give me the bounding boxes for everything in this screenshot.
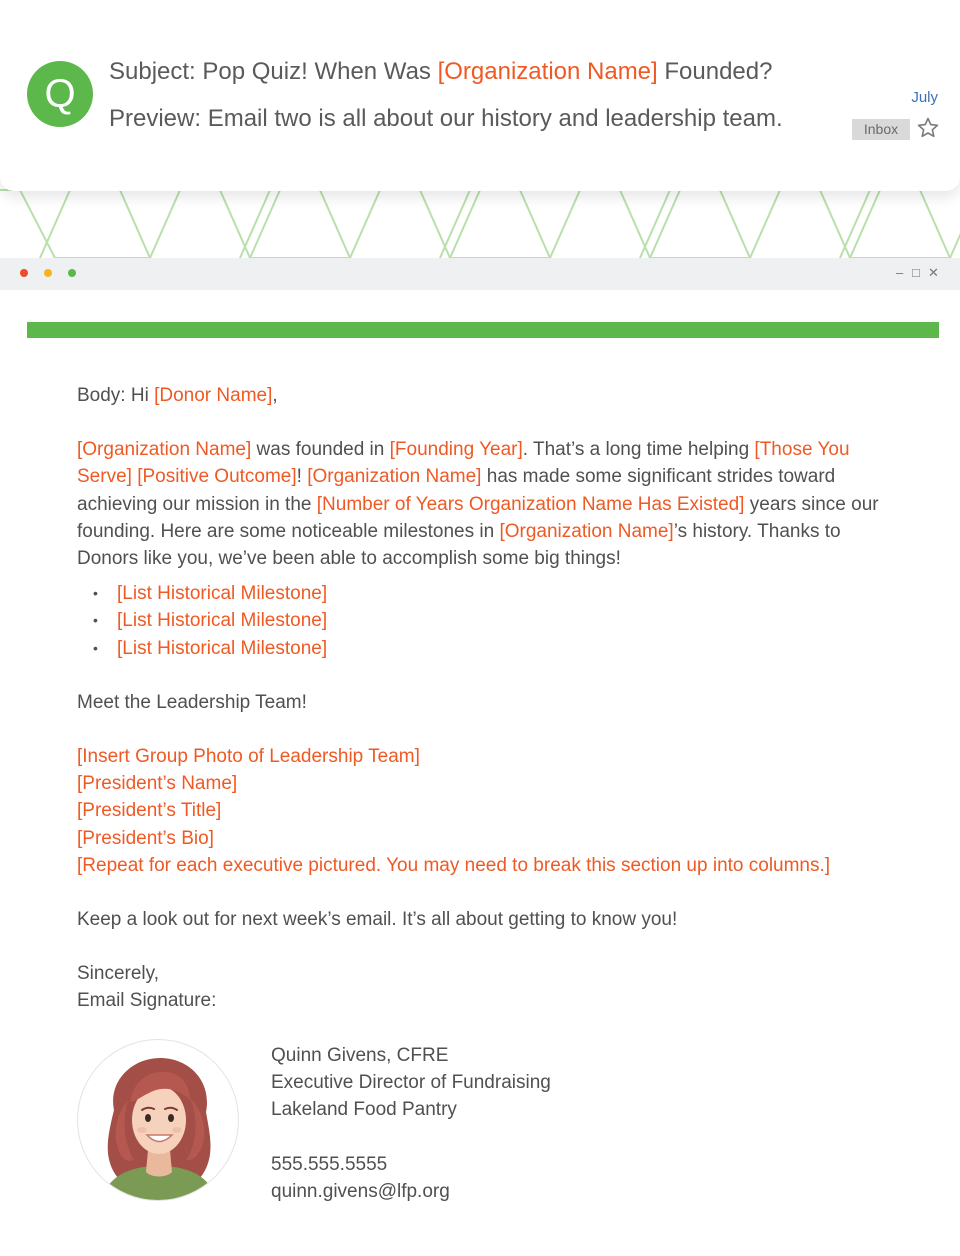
- email-subject: [109, 58, 772, 86]
- list-item: • [List Historical Milestone]: [77, 607, 887, 634]
- president-name-placeholder: [President’s Name]: [77, 773, 238, 795]
- person-illustration-icon: [78, 1040, 239, 1201]
- maximize-dot-icon[interactable]: [68, 269, 76, 277]
- greeting-suffix: ,: [272, 385, 278, 406]
- accent-bar: [27, 322, 939, 338]
- subject-suffix: Founded?: [657, 58, 773, 85]
- list-item: • [List Historical Milestone]: [77, 580, 887, 607]
- years-placeholder: [Number of Years Organization Name Has Existed]: [316, 493, 745, 515]
- signature-phone: 555.555.5555: [271, 1153, 388, 1175]
- window-title-bar: [0, 258, 960, 290]
- signature-name: Quinn Givens, CFRE: [271, 1045, 449, 1066]
- signature-info: [271, 1042, 551, 1205]
- maximize-icon[interactable]: □: [912, 265, 920, 280]
- close-icon[interactable]: ✕: [928, 265, 939, 280]
- sender-avatar: Q: [27, 61, 93, 127]
- paragraph-text: . That’s a long time helping: [522, 439, 755, 461]
- year-placeholder: [Founding Year]: [389, 439, 523, 461]
- greeting: [77, 382, 887, 409]
- signature-title: Executive Director of Fundraising: [271, 1072, 551, 1094]
- serve-placeholder: [Those You Serve]: [77, 439, 850, 488]
- paragraph-text: years since our founding. Here are some noticeable milestones in: [77, 493, 879, 542]
- list-item: • [List Historical Milestone]: [77, 635, 887, 662]
- close-dot-icon[interactable]: [20, 269, 28, 277]
- milestone-list: [77, 580, 887, 662]
- email-date: July: [911, 89, 938, 106]
- folder-badge[interactable]: Inbox: [852, 119, 910, 140]
- org-placeholder: [Organization Name]: [499, 520, 674, 542]
- outcome-placeholder: [Positive Outcome]: [137, 466, 297, 488]
- leadership-heading: Meet the Leadership Team!: [77, 691, 307, 713]
- repeat-instruction-placeholder: [Repeat for each executive pictured. You may need to break this section up into columns.]: [77, 854, 831, 876]
- paragraph-text: was founded in: [251, 439, 390, 461]
- paragraph-text: has made some significant strides toward achieving our mission in the: [77, 466, 836, 515]
- subject-prefix: Subject: Pop Quiz! When Was: [109, 58, 438, 85]
- history-paragraph: [77, 436, 887, 572]
- group-photo-placeholder: [Insert Group Photo of Leadership Team]: [77, 746, 420, 768]
- signature-organization: Lakeland Food Pantry: [271, 1099, 457, 1121]
- president-bio-placeholder: [President’s Bio]: [77, 827, 214, 849]
- greeting-prefix: Body: Hi: [77, 385, 155, 406]
- email-header-card[interactable]: [0, 0, 960, 191]
- sign-off: Sincerely,: [77, 963, 160, 985]
- minimize-dot-icon[interactable]: [44, 269, 52, 277]
- email-preview: Preview: Email two is all about our history and leadership team.: [109, 105, 783, 132]
- minimize-icon[interactable]: –: [896, 265, 904, 280]
- org-placeholder: [Organization Name]: [307, 466, 482, 488]
- org-placeholder: [Organization Name]: [77, 439, 252, 461]
- president-title-placeholder: [President’s Title]: [77, 800, 222, 822]
- signature-email[interactable]: quinn.givens@lfp.org: [271, 1180, 450, 1202]
- email-window-body: [0, 290, 960, 1256]
- paragraph-text: !: [296, 466, 308, 488]
- closing-note: Keep a look out for next week’s email. It’s all about getting to know you!: [77, 909, 678, 931]
- signature-avatar: [77, 1039, 239, 1201]
- subject-placeholder: [Organization Name]: [437, 58, 658, 85]
- donor-placeholder: [Donor Name]: [154, 385, 273, 406]
- email-body: [77, 382, 887, 1015]
- signature-label: Email Signature:: [77, 990, 217, 1012]
- star-icon[interactable]: [916, 116, 940, 140]
- paragraph-text: ’s history. Thanks to Donors like you, we’ve been able to accomplish some big things!: [77, 520, 841, 570]
